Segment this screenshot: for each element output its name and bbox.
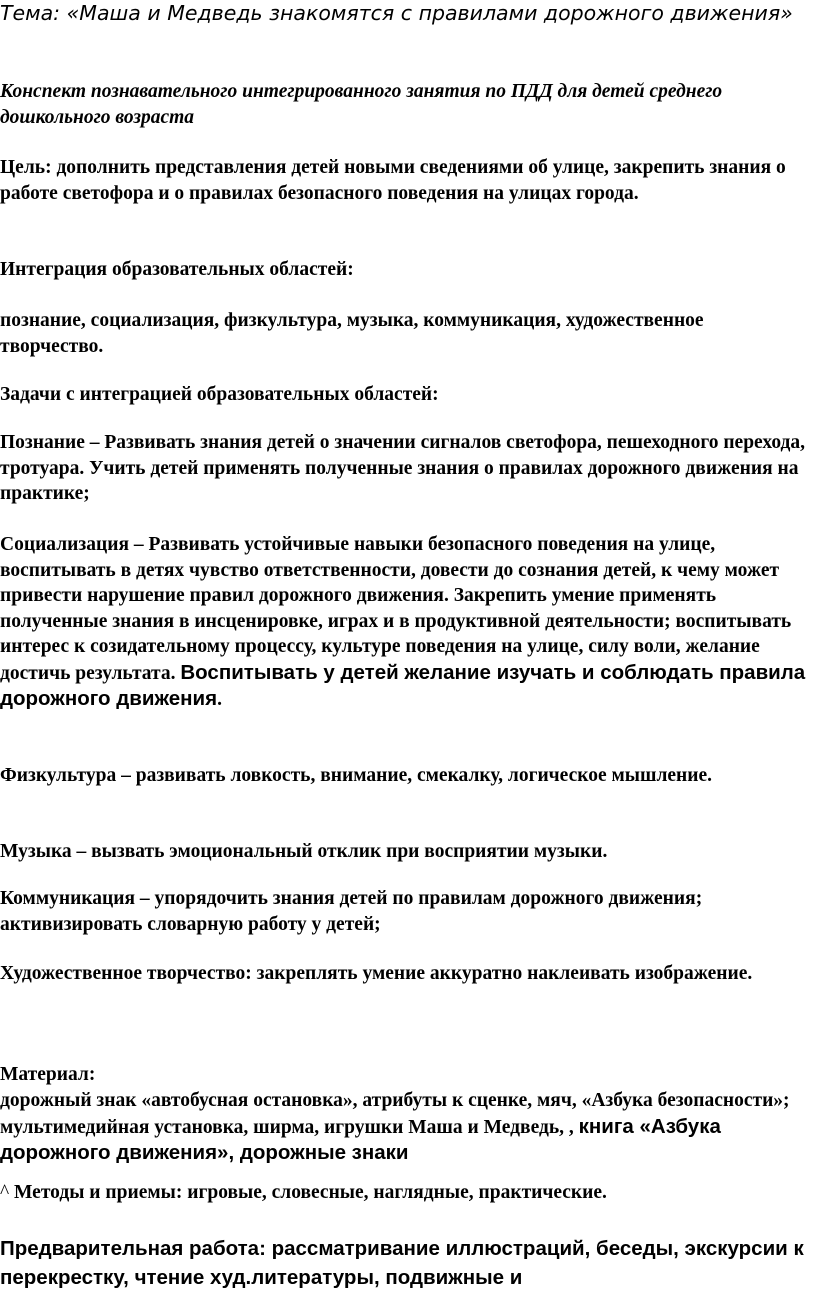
methods-paragraph [0, 1180, 808, 1206]
preliminary-work: Предварительная работа: рассматривание иллюстраций, беседы, экскурсии к перекрестку, чтение худ.литературы, подвижные и [0, 1237, 804, 1289]
material-text [0, 1088, 808, 1167]
socialization-task [0, 532, 808, 713]
methods-text: Методы и приемы: игровые, словесные, наглядные, практические. [14, 1182, 607, 1203]
integration-heading: Интеграция образовательных областей: [0, 259, 354, 280]
material-tail: книга «Азбука дорожного движения», дорожные знаки [0, 1114, 721, 1164]
music-task: Музыка – вызвать эмоциональный отклик при восприятии музыки. [0, 841, 608, 862]
socialization-text: Социализация – Развивать устойчивые навыки безопасного поведения на улице, воспитывать в детях чувство ответственности, довести до сознания детей, к чему может привести нарушение правил дорожного движения. Закрепить умение применять полученные знания в инсценировке, играх и в продуктивной деятельности; воспитывать интерес к созидательному процессу, культуре поведения на улице, силу воли, желание достичь результата. [0, 534, 792, 684]
cognition-task: Познание – Развивать знания детей о значении сигналов светофора, пешеходного перехода, тротуара. Учить детей применять полученные знания о правилах дорожного движения на практике; [0, 432, 806, 504]
integration-list: познание, социализация, физкультура, музыка, коммуникация, художественное творчество. [0, 310, 704, 357]
socialization-tail-end: . [217, 689, 222, 710]
subtitle: Конспект познавательного интегрированного занятия по ПДД для детей среднего дошкольного возраста [0, 81, 723, 128]
goal-paragraph: Цель: дополнить представления детей новыми сведениями об улице, закрепить знания о работе светофора и о правилах безопасного поведения на улицах города. [0, 157, 786, 204]
tasks-heading: Задачи с интеграцией образовательных областей: [0, 384, 439, 405]
theme-title: «Маша и Медведь знакомятся с правилами дорожного движения» [66, 1, 793, 25]
material-list: дорожный знак «автобусная остановка», атрибуты к сценке, мяч, «Азбука безопасности»; мультимедийная установка, ширма, игрушки Маша и Медведь, , [0, 1090, 790, 1138]
material-heading: Материал: [0, 1064, 96, 1085]
theme-paragraph [0, 0, 808, 27]
communication-task: Коммуникация – упорядочить знания детей по правилам дорожного движения; активизировать словарную работу у детей; [0, 888, 703, 935]
art-task: Художественное творчество: закреплять умение аккуратно наклеивать изображение. [0, 963, 753, 984]
theme-label: Тема: [0, 1, 61, 25]
socialization-tail: Воспитывать у детей желание изучать и соблюдать правила дорожного движения [0, 660, 806, 710]
methods-mark: ^ [0, 1182, 10, 1203]
physical-task: Физкультура – развивать ловкость, внимание, смекалку, логическое мышление. [0, 765, 713, 786]
